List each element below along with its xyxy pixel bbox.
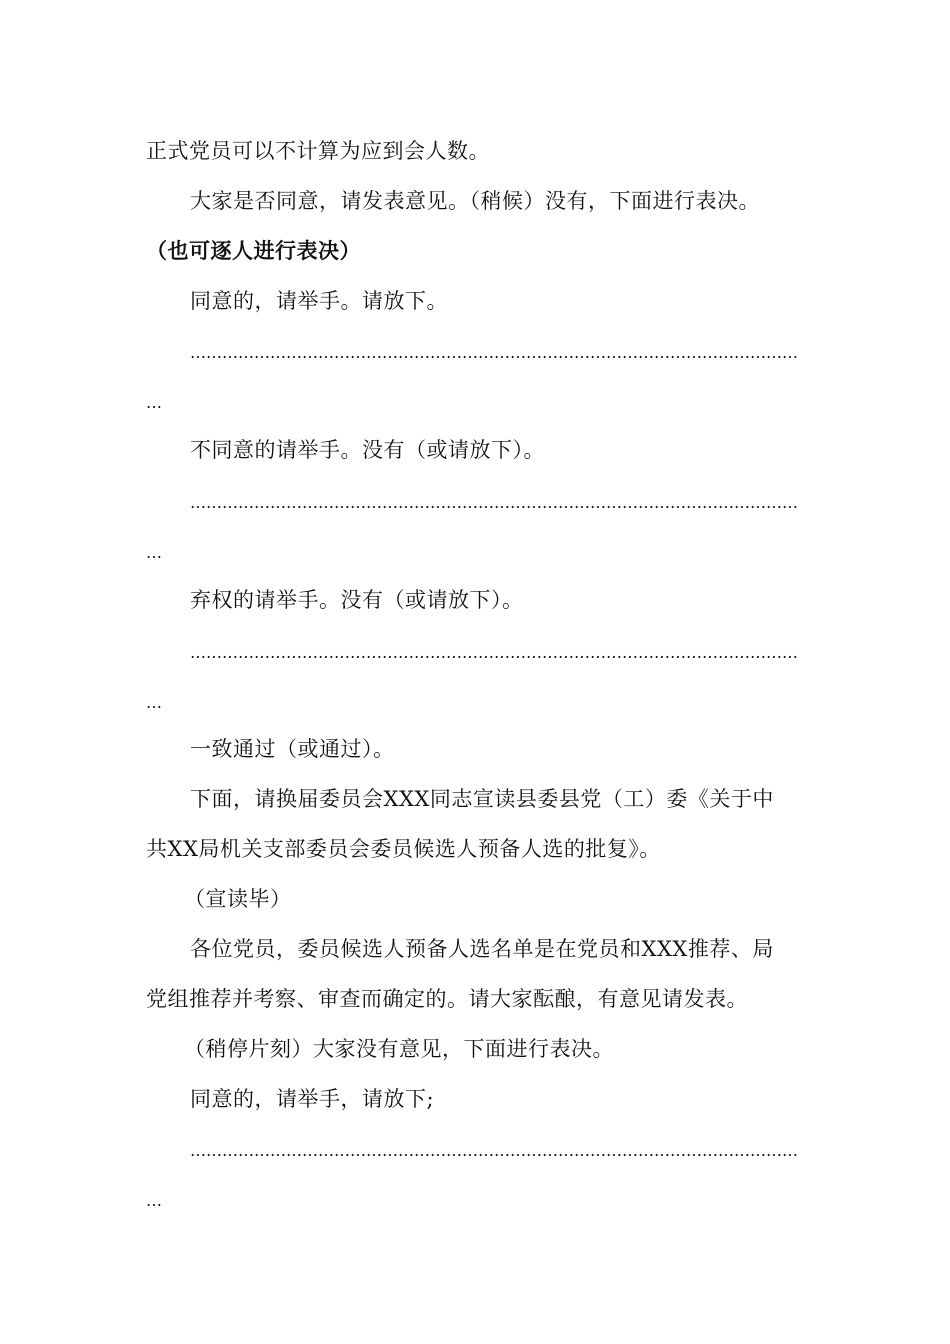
paragraph-line: 一致通过（或通过）。 [190, 737, 395, 761]
paragraph-line: 下面，请换届委员会XXX同志宣读县委县党（工）委《关于中 [190, 787, 774, 811]
paragraph-line: 同意的，请举手，请放下; [190, 1087, 435, 1111]
ellipsis-line: …………………………………………………………………………………………………… [190, 493, 798, 512]
paragraph-line: 弃权的请举手。没有（或请放下）。 [190, 588, 524, 612]
paragraph-line: 不同意的请举手。没有（或请放下）。 [190, 438, 545, 462]
bold-note: （也可逐人进行表决） [146, 238, 361, 263]
ellipsis-continuation: … [146, 393, 162, 412]
ellipsis-continuation: … [146, 1191, 162, 1210]
ellipsis-continuation: … [146, 543, 162, 562]
paragraph-line: （宣读毕） [184, 887, 292, 911]
ellipsis-continuation: … [146, 693, 162, 712]
paragraph-line: 正式党员可以不计算为应到会人数。 [146, 139, 490, 163]
paragraph-line: 各位党员，委员候选人预备人选名单是在党员和XXX推荐、局 [190, 937, 774, 961]
paragraph-line: （稍停片刻）大家没有意见，下面进行表决。 [184, 1037, 614, 1061]
paragraph-line: 党组推荐并考察、审查而确定的。请大家酝酿，有意见请发表。 [146, 987, 748, 1011]
ellipsis-line: …………………………………………………………………………………………………… [190, 643, 798, 662]
paragraph-line: 共XX局机关支部委员会委员候选人预备人选的批复》。 [146, 837, 661, 861]
paragraph-line: 大家是否同意，请发表意见。（稍候）没有，下面进行表决。 [190, 189, 760, 213]
ellipsis-line: …………………………………………………………………………………………………… [190, 343, 798, 362]
paragraph-line: 同意的，请举手。请放下。 [190, 289, 448, 313]
ellipsis-line: …………………………………………………………………………………………………… [190, 1141, 798, 1160]
